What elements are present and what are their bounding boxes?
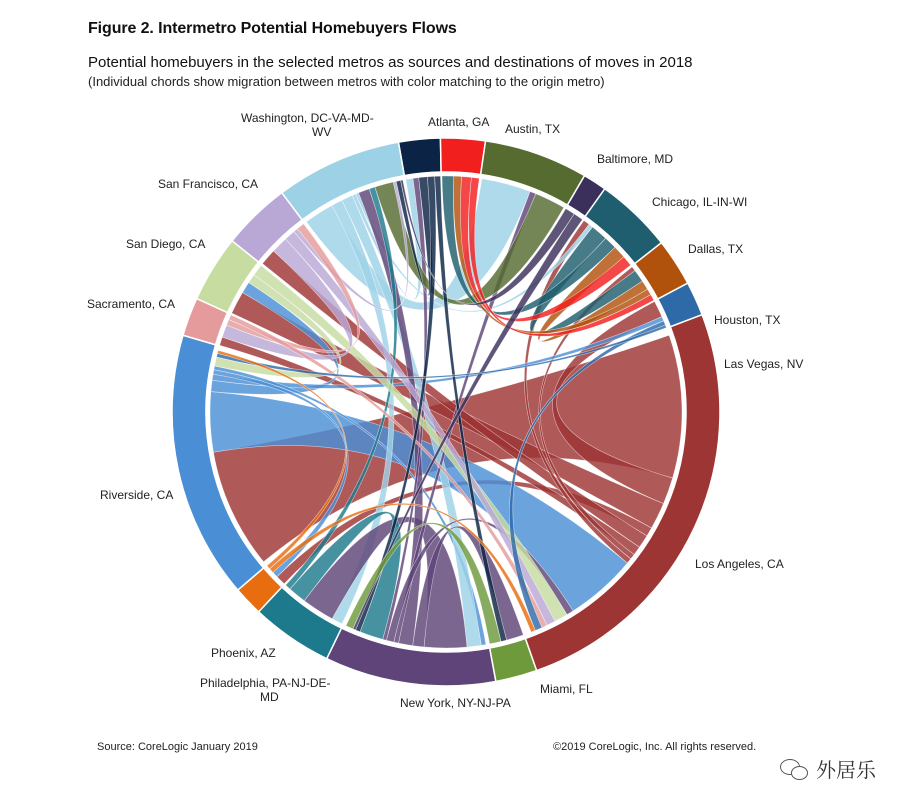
label-houston-tx: Houston, TX [714,313,781,327]
watermark-text: 外居乐 [816,758,876,782]
label-atlanta-ga: Atlanta, GA [428,115,490,129]
label-new-york-ny-nj-pa: New York, NY-NJ-PA [400,696,511,710]
figure-note: (Individual chords show migration between metros with color matching to the origin metro) [88,74,605,89]
label-sacramento-ca: Sacramento, CA [87,297,176,311]
label-miami-fl: Miami, FL [540,682,593,696]
arc-austin-tx [440,138,485,175]
ribbon-group [210,176,682,648]
arc-atlanta-ga [398,138,441,176]
label-washington-dc-va-md-wv: Washington, DC-VA-MD-WV [241,111,374,139]
watermark [780,754,876,783]
label-chicago-il-in-wi: Chicago, IL-IN-WI [652,195,748,209]
label-philadelphia-pa-nj-de-md: Philadelphia, PA-NJ-DE-MD [200,676,331,704]
label-austin-tx: Austin, TX [505,122,561,136]
label-dallas-tx: Dallas, TX [688,242,744,256]
figure-subtitle: Potential homebuyers in the selected metros as sources and destinations of moves in 2018 [88,54,693,71]
copyright-note: ©2019 CoreLogic, Inc. All rights reserved. [553,741,757,753]
label-phoenix-az: Phoenix, AZ [211,646,276,660]
label-baltimore-md: Baltimore, MD [597,152,674,166]
label-las-vegas-nv: Las Vegas, NV [724,357,804,371]
wechat-icon [780,758,810,780]
label-san-francisco-ca: San Francisco, CA [158,177,259,191]
figure-title: Figure 2. Intermetro Potential Homebuyers Flows [88,20,457,37]
source-note: Source: CoreLogic January 2019 [97,741,258,753]
label-los-angeles-ca: Los Angeles, CA [695,557,784,571]
label-san-diego-ca: San Diego, CA [126,237,206,251]
label-riverside-ca: Riverside, CA [100,488,174,502]
